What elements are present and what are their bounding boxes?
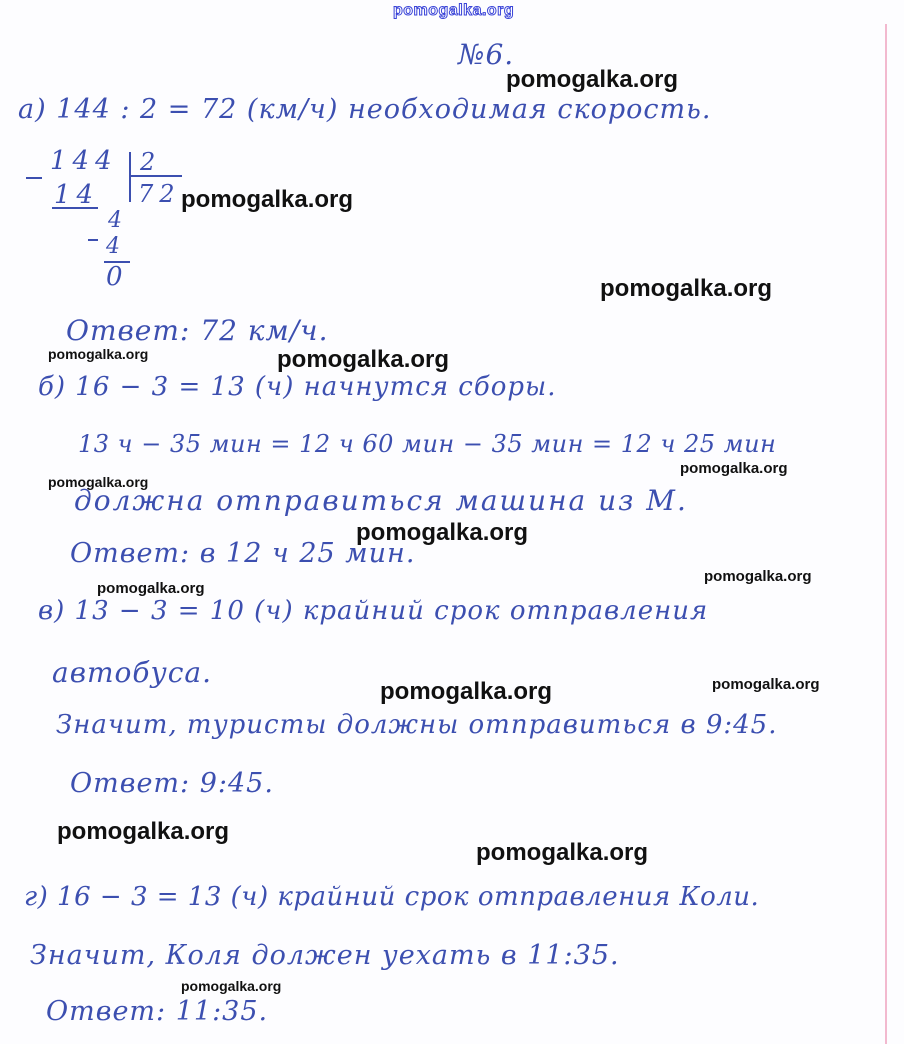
part-v-line1: в) 13 − 3 = 10 (ч) крайний срок отправления	[38, 596, 709, 626]
division-divisor: 2	[140, 148, 157, 176]
part-b-line1: б) 16 − 3 = 13 (ч) начнутся сборы.	[38, 372, 557, 402]
watermark: pomogalka.org	[181, 978, 282, 994]
part-a-line: а) 144 : 2 = 72 (км/ч) необходимая скорость.	[18, 94, 712, 125]
watermark: pomogalka.org	[712, 676, 820, 693]
watermark: pomogalka.org	[97, 580, 205, 597]
watermark: pomogalka.org	[476, 839, 649, 866]
part-g-line2: Значит, Коля должен уехать в 11:35.	[30, 940, 620, 971]
watermark: pomogalka.org	[48, 474, 149, 490]
part-g-line1: г) 16 − 3 = 13 (ч) крайний срок отправления Коли.	[24, 882, 760, 912]
part-a-answer: Ответ: 72 км/ч.	[66, 314, 329, 347]
task-number: №6.	[458, 38, 515, 71]
division-sub2: 4	[106, 234, 121, 259]
watermark: pomogalka.org	[380, 678, 553, 705]
watermark: pomogalka.org	[356, 519, 529, 546]
division-rem1: 4	[108, 208, 123, 233]
watermark: pomogalka.org	[277, 346, 450, 373]
watermark: pomogalka.org	[506, 66, 679, 93]
part-v-line2: автобуса.	[52, 656, 213, 689]
watermark: pomogalka.org	[48, 346, 149, 362]
watermark: pomogalka.org	[600, 275, 773, 302]
top-watermark: pomogalka.org	[393, 2, 515, 19]
margin-line	[885, 24, 887, 1044]
part-v-answer: Ответ: 9:45.	[70, 768, 274, 799]
watermark: pomogalka.org	[704, 568, 812, 585]
division-rem2: 0	[106, 262, 124, 292]
part-b-line3: должна отправиться машина из М.	[74, 484, 688, 517]
watermark: pomogalka.org	[680, 460, 788, 477]
division-quotient: 72	[138, 180, 181, 208]
division-dividend: 144	[50, 146, 118, 176]
part-g-answer: Ответ: 11:35.	[46, 996, 269, 1027]
part-b-answer: Ответ: в 12 ч 25 мин.	[70, 538, 416, 569]
division-sub1: 14	[54, 180, 100, 210]
watermark: pomogalka.org	[181, 186, 354, 213]
part-v-line3: Значит, туристы должны отправиться в 9:45.	[56, 710, 778, 740]
watermark: pomogalka.org	[57, 818, 230, 845]
part-b-line2: 13 ч − 35 мин = 12 ч 60 мин − 35 мин = 12 ч 25 мин	[78, 430, 777, 458]
